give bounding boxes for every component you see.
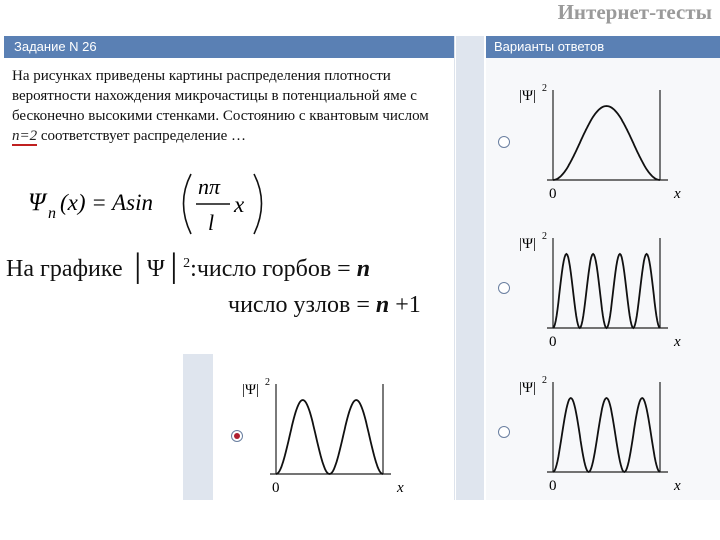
- formula-var: x: [234, 192, 245, 217]
- y-axis-label: |Ψ|: [519, 380, 537, 396]
- x-axis-label: x: [674, 334, 681, 350]
- question-part-1: На рисунках приведены картины распределения плотности вероятности нахождения микрочастицы в потенциальной яме с бесконечно высокими стенками. Состоянию с квантовым числом: [12, 68, 429, 124]
- y-axis-exponent: 2: [542, 83, 547, 94]
- options-header: Варианты ответов: [486, 36, 720, 58]
- formula-psi: Ψ: [28, 189, 46, 216]
- hint-exp: 2: [183, 256, 191, 271]
- hint-nodes: [228, 292, 421, 319]
- option-1-graph: [515, 80, 705, 205]
- origin-label: 0: [272, 480, 280, 496]
- selected-answer-strip: [183, 354, 213, 500]
- panel-divider: [456, 36, 484, 500]
- option-1-radio[interactable]: [498, 136, 510, 148]
- hint-bar: │: [128, 253, 148, 282]
- psi-squared-curve: [553, 398, 660, 472]
- hint-psi: Ψ: [147, 256, 165, 282]
- option-2-graph: [515, 228, 705, 353]
- hint-nodes-var: n: [375, 292, 390, 318]
- origin-label: 0: [549, 334, 557, 350]
- formula-paren-right: [254, 174, 262, 234]
- hint-nodes-suffix: +1: [389, 292, 421, 318]
- wavefunction-formula: [26, 168, 276, 238]
- hint-humps-var: n: [356, 256, 371, 282]
- selected-answer-radio[interactable]: [231, 430, 243, 442]
- hint-colon: :: [190, 256, 197, 282]
- option-3-graph: [515, 372, 705, 497]
- y-axis-label: |Ψ|: [519, 236, 537, 252]
- hint-humps-text: число горбов =: [196, 256, 357, 282]
- page-title: Интернет-тесты: [557, 0, 712, 24]
- y-axis-exponent: 2: [542, 231, 547, 242]
- psi-squared-curve: [276, 400, 383, 474]
- hint-prefix: На графике: [6, 256, 123, 282]
- y-axis-exponent: 2: [542, 375, 547, 386]
- origin-label: 0: [549, 186, 557, 202]
- hint-humps: [6, 253, 370, 283]
- quantum-number: n=2: [12, 128, 38, 144]
- formula-arg: (x) = Asin: [60, 190, 154, 215]
- psi-squared-curve: [553, 254, 660, 328]
- option-3-radio[interactable]: [498, 426, 510, 438]
- y-axis-label: |Ψ|: [519, 88, 537, 104]
- psi-squared-curve: [553, 106, 660, 180]
- formula-num: nπ: [198, 174, 221, 199]
- option-2-radio[interactable]: [498, 282, 510, 294]
- question-part-2: соответствует распределение …: [37, 128, 247, 144]
- hint-nodes-text: число узлов =: [228, 292, 376, 318]
- selected-answer-graph: [238, 374, 428, 499]
- formula-paren-left: [184, 174, 192, 234]
- x-axis-label: x: [674, 478, 681, 494]
- x-axis-label: x: [674, 186, 681, 202]
- hint-bar: │: [164, 253, 184, 282]
- formula-den: l: [208, 210, 215, 235]
- y-axis-label: |Ψ|: [242, 382, 260, 398]
- y-axis-exponent: 2: [265, 377, 270, 388]
- task-header: Задание N 26: [4, 36, 454, 58]
- question-text: [12, 66, 432, 146]
- formula-sub: n: [48, 205, 56, 222]
- origin-label: 0: [549, 478, 557, 494]
- x-axis-label: x: [397, 480, 404, 496]
